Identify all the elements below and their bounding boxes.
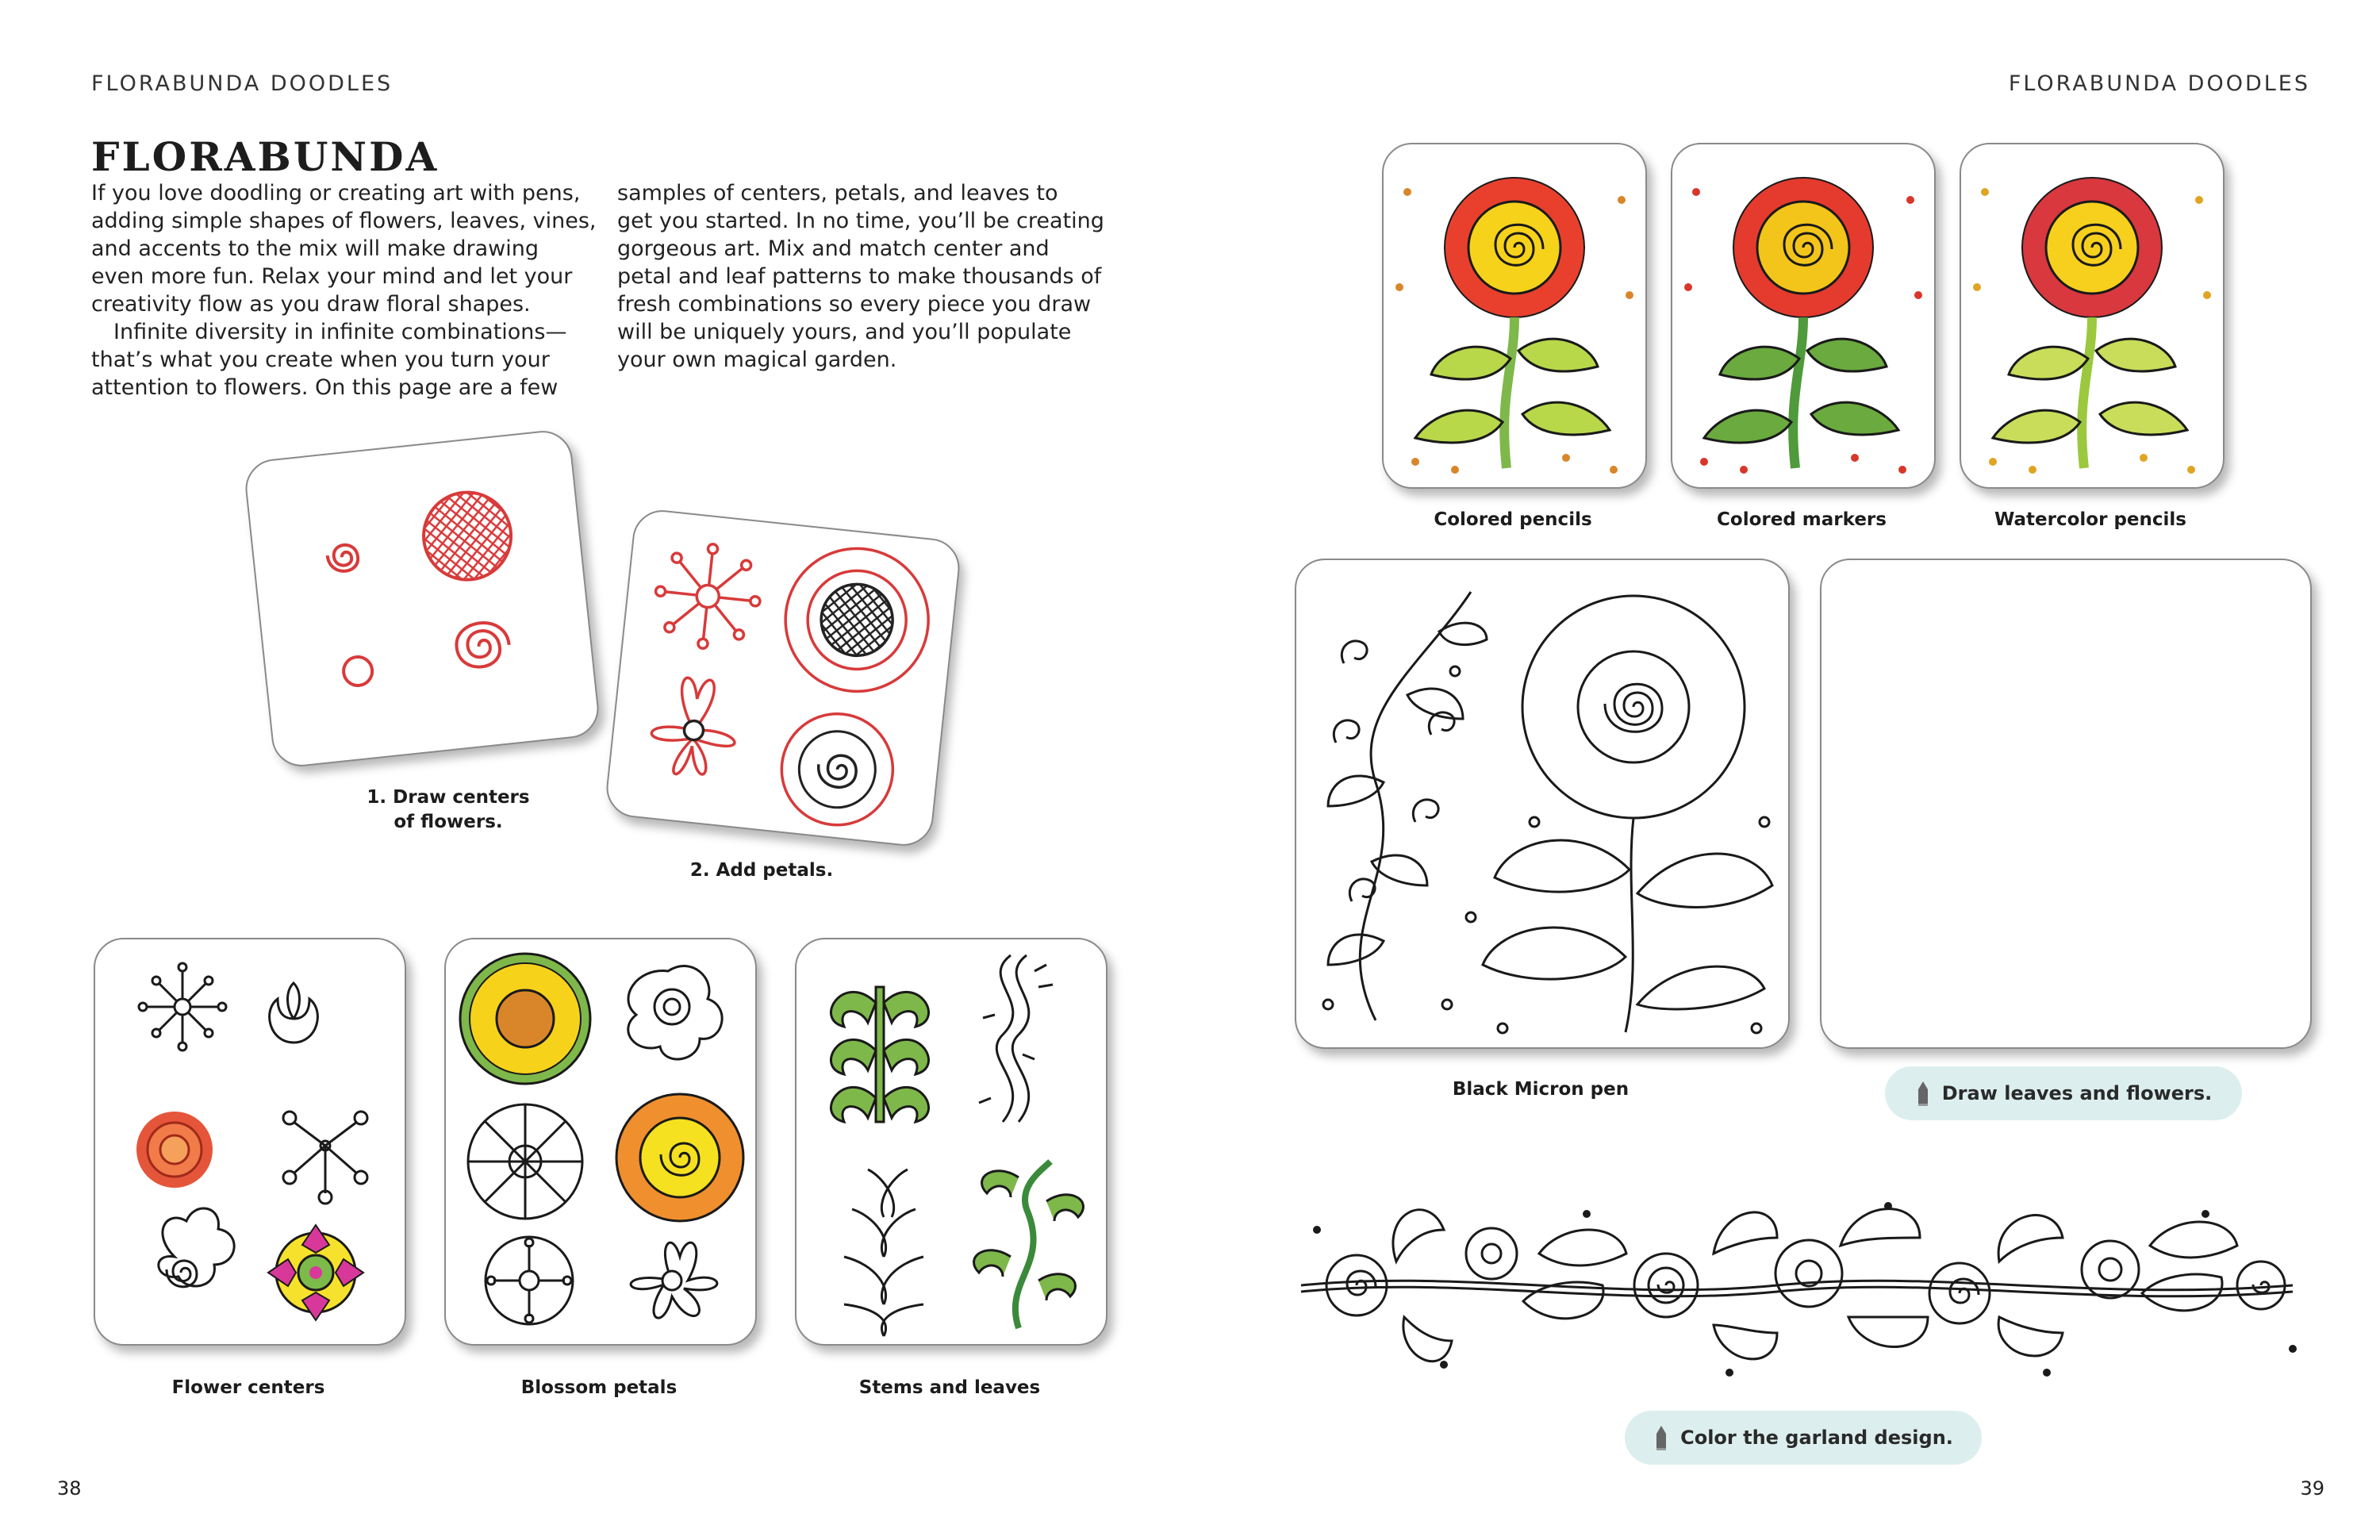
colored-markers-card [1671,143,1936,489]
flower-centers-caption: Flower centers [171,1377,325,1398]
intro-line: creativity flow as you draw floral shapes. [91,292,531,317]
pencil-icon [1915,1080,1931,1107]
colored-pencils-card [1382,143,1647,489]
draw-prompt-text: Draw leaves and flowers. [1941,1082,2213,1104]
step2-card [604,507,962,848]
intro-line: attention to flowers. On this page are a few [91,375,559,400]
color-prompt [1625,1411,1982,1465]
intro-column-1 [91,179,599,401]
colored-pencils-caption: Colored pencils [1434,509,1592,530]
step1-caption-line1: 1. Draw centers [367,787,530,808]
blossom-petals-illustration [446,939,755,1344]
watercolor-pencils-caption: Watercolor pencils [1994,509,2186,530]
stems-leaves-card [795,938,1107,1346]
stems-leaves-illustration [797,939,1106,1344]
draw-prompt [1885,1066,2242,1120]
blossom-petals-caption: Blossom petals [520,1377,678,1398]
step1-caption-line2: of flowers. [393,812,503,832]
intro-line: fresh combinations so every piece you draw [617,292,1092,317]
step1-card [243,428,601,769]
intro-line: petal and leaf patterns to make thousands of [617,264,1102,289]
flower-centers-sketch [244,430,600,768]
blank-drawing-area[interactable] [1820,559,2312,1049]
micron-pen-caption: Black Micron pen [1452,1079,1630,1100]
petals-sketch [605,509,961,847]
page-title: FLORABUNDA [91,133,440,180]
running-head-left: FLORABUNDA DOODLES [91,71,393,96]
micron-pen-drawing [1296,560,1788,1047]
micron-pen-card [1295,559,1790,1049]
colored-markers-flower [1672,144,1934,487]
intro-line: will be uniquely yours, and you’ll populate [617,320,1072,344]
color-prompt-text: Color the garland design. [1680,1427,1953,1449]
intro-line: and accents to the mix will make drawing [91,236,539,261]
flower-centers-illustration [95,939,405,1344]
intro-line: adding simple shapes of flowers, leaves, vines, [91,209,597,233]
intro-line: your own magical garden. [617,348,897,372]
intro-column-2 [617,179,1125,374]
step2-caption: 2. Add petals. [689,860,834,881]
watercolor-pencils-card [1960,143,2225,489]
garland-illustration[interactable] [1285,1166,2317,1404]
intro-line: even more fun. Relax your mind and let your [91,264,573,289]
watercolor-pencils-flower [1961,144,2223,487]
pencil-icon [1653,1424,1669,1451]
stems-leaves-caption: Stems and leaves [858,1377,1041,1398]
intro-line: samples of centers, petals, and leaves to [617,181,1058,205]
intro-line: Infinite diversity in infinite combinations— [113,320,567,344]
flower-centers-card [94,938,406,1346]
intro-line: get you started. In no time, you’ll be creating [617,209,1104,233]
colored-markers-caption: Colored markers [1717,509,1887,530]
intro-line: gorgeous art. Mix and match center and [617,236,1050,261]
step1-caption [333,785,563,835]
running-head-right: FLORABUNDA DOODLES [2008,71,2310,96]
page-number-left: 38 [57,1477,82,1500]
intro-line: that’s what you create when you turn your [91,348,550,372]
intro-line: If you love doodling or creating art with pens, [91,181,581,205]
blossom-petals-card [444,938,757,1346]
colored-pencils-flower [1384,144,1645,487]
page-number-right: 39 [2300,1477,2324,1500]
